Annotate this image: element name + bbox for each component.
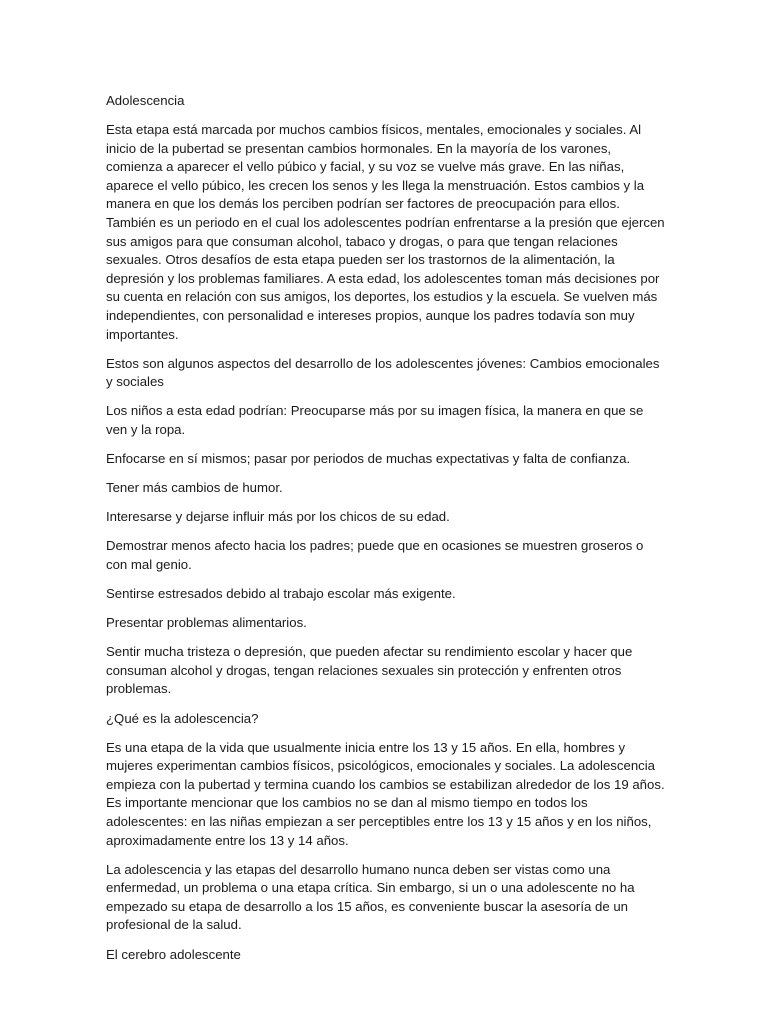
paragraph-afecto: Demostrar menos afecto hacia los padres; puede que en ocasiones se muestren groseros o con mal genio. — [106, 538, 644, 572]
paragraph-interesarse: Interesarse y dejarse influir más por los chicos de su edad. — [106, 509, 450, 525]
paragraph-estresados: Sentirse estresados debido al trabajo escolar más exigente. — [106, 586, 456, 602]
paragraph-tristeza: Sentir mucha tristeza o depresión, que pueden afectar su rendimiento escolar y hacer que consuman alcohol y drogas, tengan relaciones sexuales sin protección y enfrenten otros problemas. — [106, 644, 633, 697]
paragraph-enfocarse: Enfocarse en sí mismos; pasar por periodos de muchas expectativas y falta de confianza. — [106, 451, 631, 467]
heading-que-es: ¿Qué es la adolescencia? — [106, 710, 259, 726]
heading-cerebro: El cerebro adolescente — [106, 946, 241, 962]
paragraph-humor: Tener más cambios de humor. — [106, 480, 283, 496]
paragraph-enfermedad: La adolescencia y las etapas del desarrollo humano nunca deben ser vistas como una enfermedad, un problema o una etapa crítica. Sin embargo, si un o una adolescente no ha empezado su etapa de desarrollo a los 15 años, es conveniente buscar la asesoría de un profesional de la salud. — [106, 861, 635, 933]
paragraph-alimentarios: Presentar problemas alimentarios. — [106, 615, 307, 631]
document-body — [106, 92, 666, 975]
heading-adolescencia: Adolescencia — [106, 93, 185, 108]
paragraph-aspects: Estos son algunos aspectos del desarrollo de los adolescentes jóvenes: Cambios emocionales y sociales — [106, 355, 660, 390]
paragraph-etapa-vida: Es una etapa de la vida que usualmente inicia entre los 13 y 15 años. En ella, hombres y mujeres experimentan cambios físicos, psicológicos, emocionales y sociales. La adolescencia empieza con la pubertad y termina cuando los cambios se estabilizan alrededor de los 19 años. Es importante mencionar que los cambios no se dan al mismo tiempo en todos los adolescentes: en las niñas empiezan a ser perceptibles entre los 13 y 15 años y en los niños, aproximadamente entre los 13 y 14 años. — [106, 739, 665, 848]
paragraph-imagen: Los niños a esta edad podrían: Preocuparse más por su imagen física, la manera en que se ven y la ropa. — [106, 403, 644, 437]
paragraph-intro: Esta etapa está marcada por muchos cambios físicos, mentales, emocionales y sociales. Al inicio de la pubertad se presentan cambios hormonales. En la mayoría de los varones, comienza a aparecer el vello púbico y facial, y su voz se vuelve más grave. En las niñas, aparece el vello púbico, les crecen los senos y les llega la menstruación. Estos cambios y la manera en que los demás los perciben podrían ser factores de preocupación para ellos. También es un periodo en el cual los adolescentes podrían enfrentarse a la presión que ejercen sus amigos para que consuman alcohol, tabaco y drogas, o para que tengan relaciones sexuales. Otros desafíos de esta etapa pueden ser los trastornos de la alimentación, la depresión y los problemas familiares. A esta edad, los adolescentes toman más decisiones por su cuenta en relación con sus amigos, los deportes, los estudios y la escuela. Se vuelven más independientes, con personalidad e intereses propios, aunque los padres todavía son muy importantes. — [106, 122, 665, 342]
